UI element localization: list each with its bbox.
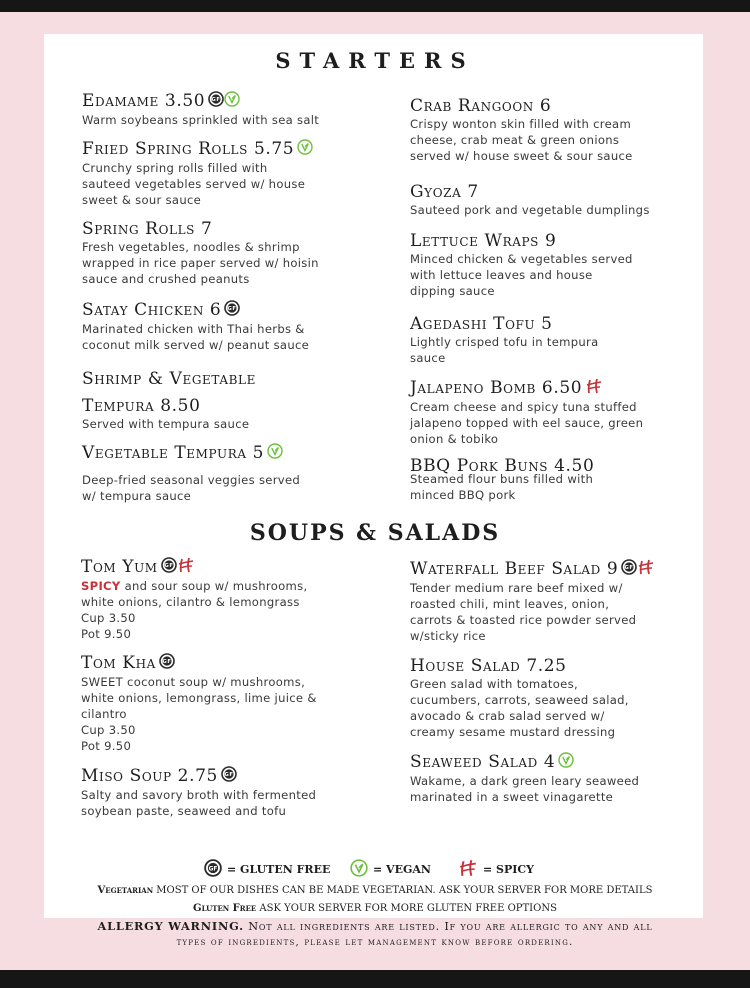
spicy-word: SPICY <box>81 579 121 593</box>
description-line: SPICY and sour soup w/ mushrooms, <box>81 579 308 593</box>
item-name <box>82 139 382 160</box>
item-description <box>82 112 382 128</box>
description-line: dipping sauce <box>410 284 495 298</box>
item-badges <box>159 653 175 674</box>
description-line: Fresh vegetables, noodles & shrimp <box>82 240 300 254</box>
description-line: Green salad with tomatoes, <box>410 677 578 691</box>
description-line: sauteed vegetables served w/ house <box>82 177 306 191</box>
description-line: avocado & crab salad served w/ <box>410 709 605 723</box>
item-description <box>410 676 710 740</box>
legend-spicy <box>458 858 534 880</box>
vegan-icon <box>267 443 283 464</box>
gluten-free-icon <box>221 766 237 787</box>
item-badges <box>208 91 240 112</box>
description-line: Served with tempura sauce <box>82 417 250 431</box>
description-line: Sauteed pork and vegetable dumplings <box>410 203 650 217</box>
starters-heading: STARTERS <box>275 48 475 73</box>
allergy-label: ALLERGY WARNING. <box>97 919 244 933</box>
item-badges <box>558 752 574 773</box>
description-line: Warm soybeans sprinkled with sea salt <box>82 113 320 127</box>
allergy-text: Not all ingredients are listed. If you are allergic to any and all <box>243 920 653 933</box>
legend-gluten-free-text: = GLUTEN FREE <box>227 862 331 876</box>
description-line: Crispy wonton skin filled with cream <box>410 117 632 131</box>
description-line: jalapeno topped with eel sauce, green <box>410 416 644 430</box>
item-name-text: Seaweed Salad 4 <box>410 752 556 772</box>
legend-spicy-text: = SPICY <box>483 862 535 876</box>
menu-item <box>410 559 710 644</box>
gluten-free-icon <box>224 300 240 321</box>
description-line: Salty and savory broth with fermented <box>81 788 317 802</box>
menu-item <box>82 300 382 353</box>
menu-item <box>81 557 381 642</box>
item-name-text: Agedashi Tofu 5 <box>410 314 553 334</box>
item-name-text: Satay Chicken 6 <box>82 300 222 320</box>
item-badges <box>161 557 195 578</box>
gluten-free-icon <box>208 91 224 112</box>
menu-item <box>410 96 710 164</box>
menu-item <box>82 139 382 208</box>
item-description <box>410 251 710 299</box>
item-badges <box>267 443 283 464</box>
item-description <box>82 321 382 353</box>
item-description <box>82 239 382 287</box>
vegetarian-note <box>0 885 750 896</box>
item-name <box>81 766 381 787</box>
item-name <box>81 557 381 578</box>
allergy-warning-line2: types of ingredients, please let management know before ordering. <box>176 937 574 948</box>
item-badges <box>224 300 240 321</box>
item-name-text: BBQ Pork Buns 4.50 <box>410 456 595 476</box>
menu-item <box>82 219 382 287</box>
vegan-icon <box>350 859 368 880</box>
description-line: served w/ house sweet & sour sauce <box>410 149 633 163</box>
svg-text:GF: GF <box>164 563 174 569</box>
description-line: marinated in a sweet vinagarette <box>410 790 614 804</box>
description-line: soybean paste, seaweed and tofu <box>81 804 287 818</box>
gluten-free-icon <box>161 557 177 578</box>
item-name-text: Waterfall Beef Salad 9 <box>410 559 619 579</box>
vegetarian-text: MOST OF OUR DISHES CAN BE MADE VEGETARIAN. ASK YOUR SERVER FOR MORE DETAILS <box>153 885 653 896</box>
item-name-text: Crab Rangoon 6 <box>410 96 552 116</box>
description-line: Pot 9.50 <box>81 627 132 641</box>
legend-vegan-text: = VEGAN <box>373 862 431 876</box>
menu-item <box>81 766 381 819</box>
description-line: Crunchy spring rolls filled with <box>82 161 268 175</box>
item-description <box>410 116 710 164</box>
description-line: Tender medium rare beef mixed w/ <box>410 581 623 595</box>
item-name <box>82 300 382 321</box>
item-name <box>82 219 382 239</box>
menu-item <box>410 456 710 503</box>
gluten-free-icon <box>159 653 175 674</box>
description-line: creamy sesame mustard dressing <box>410 725 616 739</box>
item-name-text: Jalapeno Bomb 6.50 <box>410 378 583 398</box>
description-line: Deep-fried seasonal veggies served <box>82 473 301 487</box>
item-name <box>82 369 382 389</box>
spicy-icon <box>585 378 603 399</box>
spicy-icon <box>177 557 195 578</box>
description-line: wrapped in rice paper served w/ hoisin <box>82 256 319 270</box>
gluten-free-note <box>0 903 750 914</box>
description-line: sauce and crushed peanuts <box>82 272 250 286</box>
item-description <box>410 202 710 218</box>
menu-item <box>410 314 710 366</box>
description-line: Pot 9.50 <box>81 739 132 753</box>
description-line: sweet & sour sauce <box>82 193 202 207</box>
item-name-text: Gyoza 7 <box>410 182 479 202</box>
svg-text:GF: GF <box>162 659 172 665</box>
item-badges <box>297 139 313 160</box>
svg-text:GF: GF <box>211 97 221 103</box>
item-name-text: Spring Rolls 7 <box>82 219 213 239</box>
bottom-dark-band <box>0 970 750 988</box>
item-name-text: Vegetable Tempura 5 <box>82 443 265 463</box>
description-line: onion & tobiko <box>410 432 499 446</box>
svg-text:GF: GF <box>227 306 237 312</box>
menu-item <box>410 231 710 299</box>
item-name-text: Fried Spring Rolls 5.75 <box>82 139 295 159</box>
description-line: coconut milk served w/ peanut sauce <box>82 338 310 352</box>
allergy-warning <box>0 919 750 933</box>
item-description <box>410 334 710 366</box>
item-description <box>81 578 381 642</box>
description-line: Lightly crisped tofu in tempura <box>410 335 599 349</box>
vegan-icon <box>558 752 574 773</box>
menu-item <box>82 369 382 432</box>
description-line: white onions, cilantro & lemongrass <box>81 595 300 609</box>
item-description <box>81 674 381 754</box>
menu-item <box>81 653 381 754</box>
description-line: sauce <box>410 351 446 365</box>
menu-item <box>410 378 710 447</box>
description-line: with lettuce leaves and house <box>410 268 593 282</box>
gluten-free-icon <box>621 559 637 580</box>
item-description <box>410 773 710 805</box>
gluten-free-text: ASK YOUR SERVER FOR MORE GLUTEN FREE OPTIONS <box>256 903 557 914</box>
description-line: Cream cheese and spicy tuna stuffed <box>410 400 637 414</box>
item-name <box>410 231 710 251</box>
item-description <box>82 416 382 432</box>
item-badges <box>621 559 655 580</box>
item-name <box>82 443 382 464</box>
vegan-icon <box>297 139 313 160</box>
spicy-icon <box>637 559 655 580</box>
item-name-line2: Tempura 8.50 <box>82 396 201 416</box>
item-name <box>410 96 710 116</box>
menu-item <box>82 443 382 504</box>
item-badges <box>585 378 603 399</box>
soups-salads-heading: SOUPS & SALADS <box>249 520 501 546</box>
item-name-text: House Salad 7.25 <box>410 656 567 676</box>
item-name <box>410 182 710 202</box>
item-name <box>410 656 710 676</box>
item-name <box>81 653 381 674</box>
vegan-icon <box>224 91 240 112</box>
description-line: Marinated chicken with Thai herbs & <box>82 322 305 336</box>
description-line: Wakame, a dark green leary seaweed <box>410 774 640 788</box>
top-dark-band <box>0 0 750 12</box>
vegetarian-label: Vegetarian <box>97 885 154 896</box>
description-line: cilantro <box>81 707 127 721</box>
item-name-text: Lettuce Wraps 9 <box>410 231 557 251</box>
gluten-free-label: Gluten Free <box>193 903 257 914</box>
item-name <box>410 314 710 334</box>
description-line: cucumbers, carrots, seaweed salad, <box>410 693 629 707</box>
description-line: cheese, crab meat & green onions <box>410 133 620 147</box>
item-name <box>410 378 710 399</box>
item-name-text: Tom Yum <box>81 557 158 577</box>
item-name-text: Miso Soup 2.75 <box>81 766 218 786</box>
description-line: white onions, lemongrass, lime juice & <box>81 691 317 705</box>
item-description <box>410 399 710 447</box>
description-line: w/ tempura sauce <box>82 489 192 503</box>
item-description <box>82 160 382 208</box>
menu-item <box>410 656 710 740</box>
legend-vegan <box>350 858 431 880</box>
legend-gluten-free <box>204 858 330 880</box>
description-line: Cup 3.50 <box>81 723 136 737</box>
description-line: Minced chicken & vegetables served <box>410 252 633 266</box>
svg-text:GF: GF <box>624 565 634 571</box>
item-description <box>82 472 382 504</box>
description-line: minced BBQ pork <box>410 488 516 502</box>
item-badges <box>221 766 237 787</box>
item-name-text: Shrimp & Vegetable <box>82 369 256 389</box>
description-line: SWEET coconut soup w/ mushrooms, <box>81 675 306 689</box>
spicy-icon <box>458 859 478 880</box>
description-line: roasted chili, mint leaves, onion, <box>410 597 610 611</box>
description-line: Cup 3.50 <box>81 611 136 625</box>
item-name-text: Edamame 3.50 <box>82 91 206 111</box>
menu-item <box>82 91 382 128</box>
description-line: w/sticky rice <box>410 629 486 643</box>
menu-item <box>410 182 710 218</box>
item-name <box>410 559 710 580</box>
item-description <box>410 580 710 644</box>
description-line: carrots & toasted rice powder served <box>410 613 637 627</box>
item-description <box>81 787 381 819</box>
description-line: Steamed flour buns filled with <box>410 472 594 486</box>
item-name <box>82 91 382 112</box>
item-name-text: Tom Kha <box>81 653 156 673</box>
menu-item <box>410 752 710 805</box>
item-name <box>410 752 710 773</box>
legend <box>204 858 544 880</box>
gluten-free-icon <box>204 859 222 880</box>
svg-text:GF: GF <box>208 865 218 872</box>
item-description <box>410 471 710 503</box>
svg-text:GF: GF <box>224 772 234 778</box>
